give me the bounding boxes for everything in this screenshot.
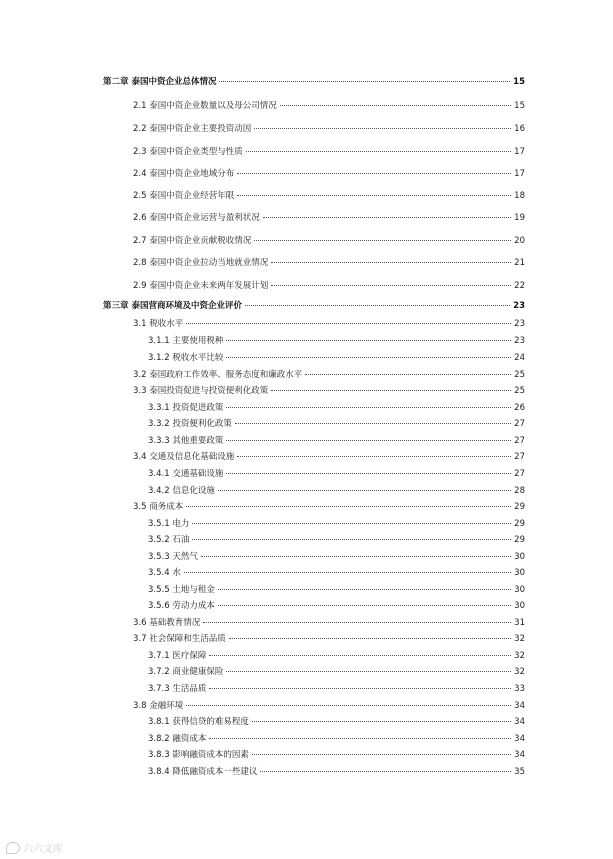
toc-entry-label: 2.1 泰国中资企业数量以及母公司情况 <box>133 101 277 111</box>
toc-entry[interactable] <box>148 486 525 497</box>
toc-entry[interactable] <box>148 336 525 347</box>
toc-entry-page-number: 27 <box>514 436 525 446</box>
toc-entry[interactable] <box>133 618 525 629</box>
toc-entry-page-number: 32 <box>514 667 525 677</box>
toc-entry-label: 3.3.2 投资便利化政策 <box>148 419 232 429</box>
toc-entry-page-number: 30 <box>514 585 525 595</box>
toc-entry-label: 3.7 社会保障和生活品质 <box>133 634 226 644</box>
toc-entry[interactable] <box>148 568 525 579</box>
toc-entry-page-number: 32 <box>514 651 525 661</box>
toc-entry-label: 3.3.3 其他重要政策 <box>148 436 224 446</box>
toc-entry-label: 3.1.2 税收水平比较 <box>148 353 224 363</box>
toc-entry[interactable] <box>148 419 525 430</box>
toc-entry-label: 3.7.3 生活品质 <box>148 684 207 694</box>
toc-entry-label: 3.7.2 商业健康保险 <box>148 667 224 677</box>
toc-entry-page-number: 29 <box>514 502 525 512</box>
toc-entry-page-number: 32 <box>514 634 525 644</box>
toc-entry[interactable] <box>133 370 525 381</box>
toc-entry-label: 2.7 泰国中资企业贡献税收情况 <box>133 236 252 246</box>
dot-leader <box>218 589 511 590</box>
toc-entry[interactable] <box>133 634 525 645</box>
toc-entry-page-number: 30 <box>514 552 525 562</box>
toc-entry-label: 2.2 泰国中资企业主要投资动因 <box>133 124 252 134</box>
toc-entry-label: 3.1.1 主要使用税种 <box>148 336 224 346</box>
toc-entry[interactable] <box>133 236 525 247</box>
toc-entry[interactable] <box>148 353 525 364</box>
toc-entry-page-number: 31 <box>514 618 525 628</box>
dot-leader <box>209 738 511 739</box>
toc-entry[interactable] <box>133 101 525 112</box>
dot-leader <box>226 407 511 408</box>
chat-bubble-logo-icon <box>6 842 20 854</box>
dot-leader <box>186 323 511 324</box>
toc-entry-page-number: 24 <box>514 353 525 363</box>
toc-entry-page-number: 21 <box>514 258 525 268</box>
dot-leader <box>246 151 511 152</box>
toc-entry-label: 2.8 泰国中资企业拉动当地就业情况 <box>133 258 269 268</box>
dot-leader <box>235 423 511 424</box>
toc-entry[interactable] <box>133 502 525 513</box>
dot-leader <box>219 81 510 82</box>
toc-entry-page-number: 23 <box>513 301 525 311</box>
toc-entry[interactable] <box>148 734 525 745</box>
dot-leader <box>263 217 511 218</box>
toc-entry[interactable] <box>133 124 525 135</box>
toc-entry-page-number: 18 <box>514 191 525 201</box>
toc-entry-page-number: 19 <box>514 213 525 223</box>
dot-leader <box>203 622 511 623</box>
toc-chapter-entry[interactable] <box>103 301 525 312</box>
toc-entry[interactable] <box>133 281 525 292</box>
toc-entry-label: 3.1 税收水平 <box>133 319 184 329</box>
toc-entry-label: 3.8.1 获得信贷的难易程度 <box>148 717 249 727</box>
dot-leader <box>260 771 511 772</box>
toc-chapter-entry[interactable] <box>103 77 525 88</box>
toc-entry-page-number: 34 <box>514 734 525 744</box>
toc-entry-page-number: 23 <box>514 319 525 329</box>
toc-entry-label: 3.5.5 土地与租金 <box>148 585 215 595</box>
toc-entry[interactable] <box>133 319 525 330</box>
toc-entry-label: 2.9 泰国中资企业未来两年发展计划 <box>133 281 269 291</box>
toc-entry-label: 2.6 泰国中资企业运营与盈利状况 <box>133 213 260 223</box>
toc-entry-page-number: 29 <box>514 535 525 545</box>
toc-entry[interactable] <box>133 213 525 224</box>
toc-entry-label: 第三章 泰国营商环境及中资企业评价 <box>103 301 242 311</box>
toc-entry[interactable] <box>148 535 525 546</box>
dot-leader <box>226 340 511 341</box>
dot-leader <box>252 721 511 722</box>
toc-entry-page-number: 22 <box>514 281 525 291</box>
toc-entry-label: 3.8.2 融资成本 <box>148 734 207 744</box>
toc-entry[interactable] <box>148 684 525 695</box>
dot-leader <box>209 688 511 689</box>
dot-leader <box>280 105 511 106</box>
toc-entry-page-number: 27 <box>514 419 525 429</box>
toc-entry-label: 3.4.2 信息化设施 <box>148 486 215 496</box>
dot-leader <box>237 173 511 174</box>
toc-entry[interactable] <box>133 258 525 269</box>
toc-entry-label: 3.7.1 医疗保障 <box>148 651 207 661</box>
toc-entry-label: 2.5 泰国中资企业经营年限 <box>133 191 235 201</box>
toc-entry-label: 3.5.3 天然气 <box>148 552 198 562</box>
toc-entry-label: 2.4 泰国中资企业地域分布 <box>133 169 235 179</box>
dot-leader <box>237 195 511 196</box>
dot-leader <box>209 655 511 656</box>
toc-entry-page-number: 33 <box>514 684 525 694</box>
toc-entry[interactable] <box>148 585 525 596</box>
toc-entry-label: 3.5.4 水 <box>148 568 181 578</box>
dot-leader <box>305 374 511 375</box>
toc-entry-label: 3.8 金融环境 <box>133 701 184 711</box>
toc-entry-page-number: 34 <box>514 750 525 760</box>
toc-entry-label: 第二章 泰国中资企业总体情况 <box>103 77 217 87</box>
dot-leader <box>271 262 511 263</box>
toc-entry-label: 3.3.1 投资促进政策 <box>148 403 224 413</box>
dot-leader <box>218 605 511 606</box>
toc-entry-label: 2.3 泰国中资企业类型与性质 <box>133 147 243 157</box>
dot-leader <box>201 556 511 557</box>
toc-entry[interactable] <box>133 191 525 202</box>
toc-entry-page-number: 35 <box>514 767 525 777</box>
toc-entry-page-number: 29 <box>514 519 525 529</box>
dot-leader <box>218 490 511 491</box>
dot-leader <box>254 240 511 241</box>
toc-entry-page-number: 16 <box>514 124 525 134</box>
dot-leader <box>245 305 510 306</box>
toc-entry[interactable] <box>148 436 525 447</box>
toc-entry-label: 3.8.3 影响融资成本的因素 <box>148 750 249 760</box>
toc-entry[interactable] <box>148 469 525 480</box>
dot-leader <box>254 128 511 129</box>
toc-entry-page-number: 34 <box>514 701 525 711</box>
toc-entry-label: 3.8.4 降低融资成本一些建议 <box>148 767 258 777</box>
dot-leader <box>186 705 511 706</box>
toc-entry[interactable] <box>133 452 525 463</box>
toc-entry-label: 3.6 基础教育情况 <box>133 618 201 628</box>
toc-entry[interactable] <box>133 386 525 397</box>
toc-entry-label: 3.4 交通及信息化基础设施 <box>133 452 235 462</box>
toc-entry-page-number: 30 <box>514 601 525 611</box>
dot-leader <box>192 539 511 540</box>
toc-entry-page-number: 17 <box>514 147 525 157</box>
dot-leader <box>237 456 511 457</box>
toc-entry[interactable] <box>133 147 525 158</box>
dot-leader <box>226 671 511 672</box>
toc-entry-page-number: 25 <box>514 386 525 396</box>
toc-entry-page-number: 25 <box>514 370 525 380</box>
dot-leader <box>226 473 511 474</box>
dot-leader <box>192 523 511 524</box>
toc-entry[interactable] <box>148 403 525 414</box>
toc-entry[interactable] <box>148 651 525 662</box>
toc-entry[interactable] <box>133 169 525 180</box>
toc-entry-label: 3.3 泰国投资促进与投资便利化政策 <box>133 386 269 396</box>
dot-leader <box>229 638 511 639</box>
toc-entry[interactable] <box>148 552 525 563</box>
toc-entry-page-number: 20 <box>514 236 525 246</box>
toc-entry-label: 3.4.1 交通基础设施 <box>148 469 224 479</box>
toc-entry-label: 3.5.1 电力 <box>148 519 190 529</box>
toc-entry[interactable] <box>148 717 525 728</box>
toc-entry-page-number: 27 <box>514 469 525 479</box>
toc-entry[interactable] <box>148 601 525 612</box>
dot-leader <box>186 506 511 507</box>
toc-entry-page-number: 34 <box>514 717 525 727</box>
toc-entry-page-number: 15 <box>513 77 525 87</box>
dot-leader <box>271 390 511 391</box>
toc-entry-page-number: 15 <box>514 101 525 111</box>
dot-leader <box>271 285 511 286</box>
toc-entry-page-number: 28 <box>514 486 525 496</box>
toc-entry[interactable] <box>148 767 525 778</box>
dot-leader <box>226 357 511 358</box>
toc-entry[interactable] <box>148 667 525 678</box>
watermark-text: 六六文库 <box>23 844 63 855</box>
toc-entry-page-number: 23 <box>514 336 525 346</box>
toc-entry-label: 3.2 泰国政府工作效率、服务态度和廉政水平 <box>133 370 303 380</box>
toc-entry[interactable] <box>148 750 525 761</box>
dot-leader <box>184 572 511 573</box>
toc-entry-label: 3.5.6 劳动力成本 <box>148 601 215 611</box>
dot-leader <box>252 754 511 755</box>
toc-entry-page-number: 26 <box>514 403 525 413</box>
toc-entry[interactable] <box>133 701 525 712</box>
toc-entry-page-number: 30 <box>514 568 525 578</box>
toc-entry-page-number: 17 <box>514 169 525 179</box>
toc-entry[interactable] <box>148 519 525 530</box>
toc-entry-label: 3.5.2 石油 <box>148 535 190 545</box>
toc-entry-page-number: 27 <box>514 452 525 462</box>
toc-entry-label: 3.5 商务成本 <box>133 502 184 512</box>
dot-leader <box>226 440 511 441</box>
watermark <box>6 840 63 855</box>
